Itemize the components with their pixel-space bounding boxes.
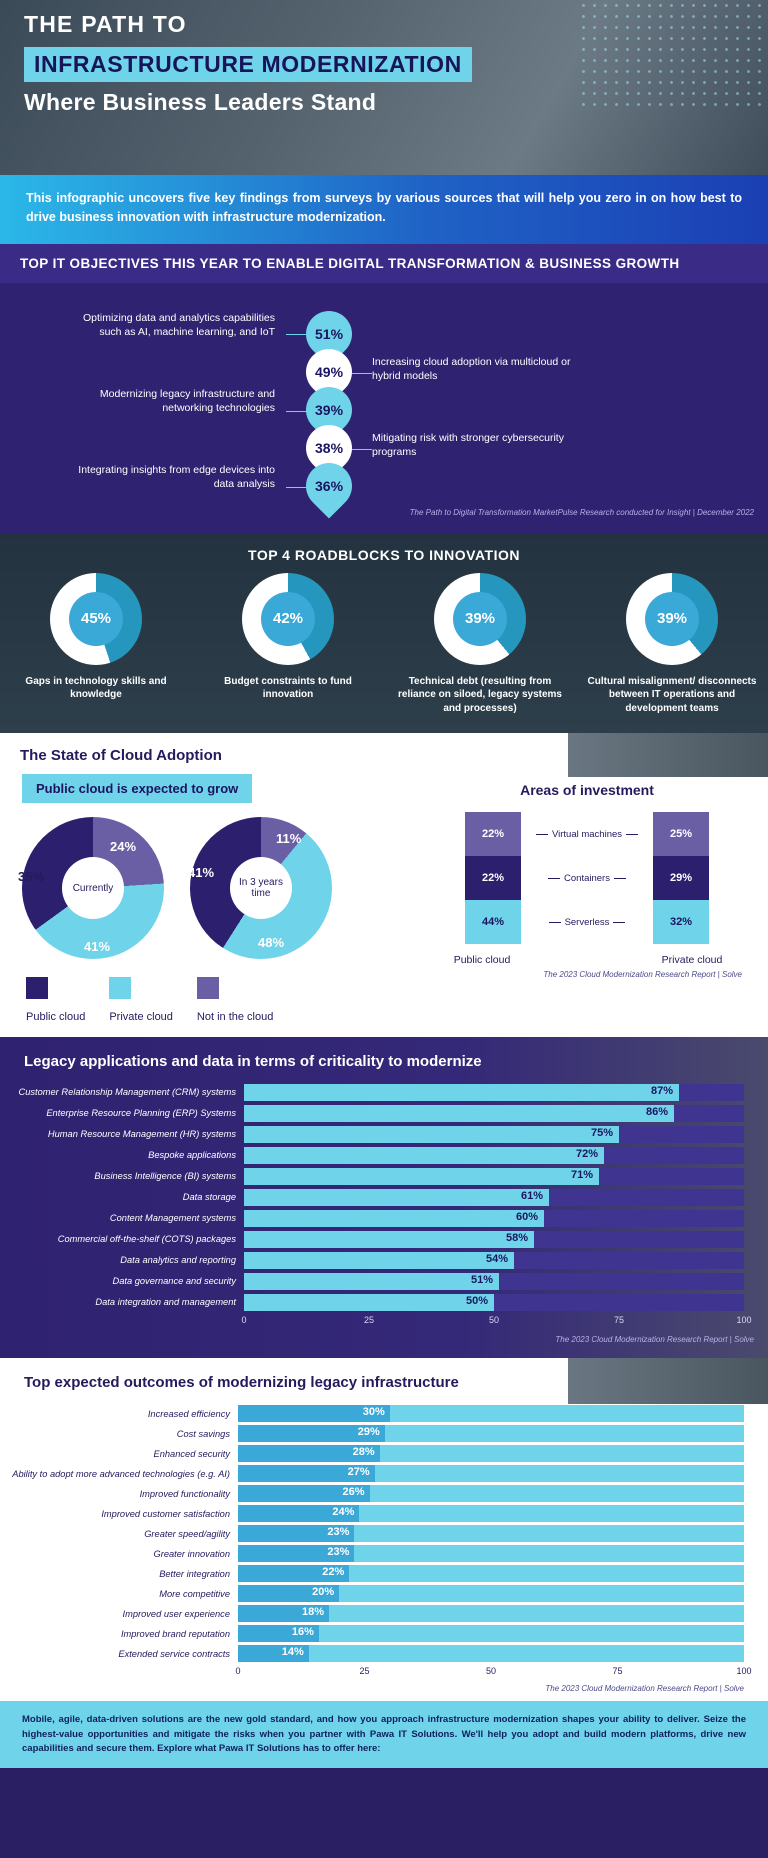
objective-pin-2: 49% (296, 339, 361, 404)
connector-line (352, 373, 372, 374)
roadblocks-title: TOP 4 ROADBLOCKS TO INNOVATION (248, 546, 520, 563)
legacy-row (0, 1189, 768, 1206)
legacy-label: Enterprise Resource Planning (ERP) Systems (46, 1108, 236, 1119)
outcome-value: 28% (352, 1446, 375, 1459)
legacy-value: 54% (485, 1253, 508, 1266)
cloud-left-column (16, 774, 416, 1029)
objective-label-3: Modernizing legacy infrastructure and networking technologies (99, 387, 275, 414)
outcome-row (0, 1425, 768, 1442)
legacy-row (0, 1231, 768, 1248)
legacy-row (0, 1126, 768, 1143)
outcome-row (0, 1545, 768, 1562)
invest-col-public: Public cloud (453, 954, 511, 967)
outcome-row (0, 1465, 768, 1482)
investment-title: Areas of investment (520, 782, 654, 799)
axis-tick: 0 (235, 1666, 241, 1677)
legacy-value: 51% (470, 1274, 493, 1287)
roadblock-item (0, 573, 192, 716)
outcome-row (0, 1525, 768, 1542)
legend-label-public: Public cloud (26, 1011, 86, 1024)
roadblock-label-4: Cultural misalignment/ disconnects between IT operations and development teams (587, 675, 757, 714)
legacy-row (0, 1252, 768, 1269)
roadblock-value-3: 39% (453, 592, 507, 646)
legacy-label: Commercial off-the-shelf (COTS) packages (57, 1234, 236, 1245)
legacy-row (0, 1210, 768, 1227)
axis-tick: 25 (363, 1315, 375, 1326)
legacy-row (0, 1294, 768, 1311)
legacy-label: Data integration and management (95, 1297, 236, 1308)
outcome-row (0, 1645, 768, 1662)
outcome-label: Improved user experience (122, 1608, 230, 1619)
outcome-value: 27% (347, 1466, 370, 1479)
pie-currently-public: 35% (18, 869, 45, 885)
invest-label-containers: Containers (564, 872, 610, 884)
cloud-title: The State of Cloud Adoption (20, 747, 222, 765)
legacy-label: Human Resource Management (HR) systems (47, 1129, 236, 1140)
invest-public-containers: 22% (465, 856, 521, 900)
objective-label-5: Integrating insights from edge devices into data analysis (78, 463, 275, 490)
outcome-label: Better integration (159, 1568, 230, 1579)
pie-future (190, 817, 340, 959)
legend-label-private: Private cloud (109, 1011, 173, 1024)
outcome-row (0, 1405, 768, 1422)
outcome-row (0, 1605, 768, 1622)
objective-pin-3: 39% (296, 377, 361, 442)
legacy-label: Business Intelligence (BI) systems (94, 1171, 236, 1182)
objective-label-2: Increasing cloud adoption via multicloud or hybrid models (372, 355, 571, 382)
roadblock-item (576, 573, 768, 716)
pie-future-private: 48% (258, 935, 285, 951)
legacy-row (0, 1273, 768, 1290)
roadblocks-section (0, 533, 768, 734)
axis-tick: 100 (736, 1666, 752, 1677)
outcome-row (0, 1625, 768, 1642)
pie-future-public: 41% (188, 865, 215, 881)
invest-label-vm: Virtual machines (551, 828, 623, 840)
header-decoration (568, 1358, 768, 1404)
objective-label-4: Mitigating risk with stronger cybersecurity programs (372, 431, 564, 458)
footer-cta: Mobile, agile, data-driven solutions are the new gold standard, and how you approach infrastructure modernization shapes your ability to deliver. Seize the highest-value opportunities and mitigate the risks when you partner with Pawa IT Solutions. We'll help you adopt and build modern platforms, drive new capabilities and secure them. Explore what Pawa IT Solutions has to offer here: (0, 1701, 768, 1768)
legacy-row (0, 1147, 768, 1164)
investment-row-labels (521, 812, 653, 944)
invest-public-serverless: 44% (465, 900, 521, 944)
objective-pin-1: 51% (296, 301, 361, 366)
legacy-value: 87% (650, 1085, 673, 1098)
legend-swatch-public (26, 977, 48, 999)
roadblock-label-1: Gaps in technology skills and knowledge (25, 675, 167, 701)
legacy-label: Bespoke applications (148, 1150, 236, 1161)
axis-tick: 50 (488, 1315, 500, 1326)
outcome-label: Ability to adopt more advanced technologies (e.g. AI) (12, 1468, 230, 1479)
invest-public-vm: 22% (465, 812, 521, 856)
roadblock-label-2: Budget constraints to fund innovation (224, 675, 352, 701)
outcome-label: Enhanced security (153, 1448, 230, 1459)
pie-future-center: In 3 years time (230, 857, 292, 919)
outcomes-title: Top expected outcomes of modernizing legacy infrastructure (24, 1374, 459, 1392)
legacy-label: Customer Relationship Management (CRM) systems (18, 1087, 236, 1098)
outcome-value: 24% (332, 1506, 355, 1519)
legend-swatch-private (109, 977, 131, 999)
roadblock-value-1: 45% (69, 592, 123, 646)
axis-tick: 75 (612, 1666, 623, 1677)
outcome-value: 30% (362, 1406, 385, 1419)
legacy-value: 60% (515, 1211, 538, 1224)
cloud-adoption-section (0, 733, 768, 1037)
invest-private-serverless: 32% (653, 900, 709, 944)
objective-pin-5: 36% (296, 453, 361, 518)
legacy-title: Legacy applications and data in terms of criticality to modernize (24, 1053, 482, 1071)
outcome-value: 18% (302, 1606, 325, 1619)
objectives-source: The Path to Digital Transformation MarketPulse Research conducted for Insight | December 2022 (409, 507, 754, 517)
outcome-label: Cost savings (176, 1428, 230, 1439)
outcome-label: Greater speed/agility (144, 1528, 230, 1539)
roadblock-item (192, 573, 384, 716)
roadblock-label-3: Technical debt (resulting from reliance on siloed, legacy systems and processes) (398, 675, 562, 714)
legacy-label: Data analytics and reporting (120, 1255, 236, 1266)
investment-block (416, 774, 752, 1029)
roadblock-donut-1 (50, 573, 142, 665)
outcomes-source: The 2023 Cloud Modernization Research Report | Solve (545, 1684, 744, 1694)
outcome-value: 20% (312, 1586, 335, 1599)
outcome-label: Extended service contracts (118, 1648, 230, 1659)
legacy-value: 72% (575, 1148, 598, 1161)
header-decoration (568, 733, 768, 777)
hero-section (0, 0, 768, 175)
pie-currently-not: 24% (110, 839, 137, 855)
outcome-label: Improved customer satisfaction (101, 1508, 230, 1519)
roadblock-value-2: 42% (261, 592, 315, 646)
legacy-label: Content Management systems (109, 1213, 236, 1224)
outcome-row (0, 1505, 768, 1522)
outcomes-section (0, 1358, 768, 1701)
objectives-chart (0, 287, 768, 502)
legacy-row (0, 1168, 768, 1185)
outcome-label: Increased efficiency (147, 1408, 230, 1419)
legacy-value: 71% (570, 1169, 593, 1182)
outcome-row (0, 1565, 768, 1582)
outcome-label: Improved functionality (139, 1488, 230, 1499)
axis-tick: 25 (359, 1666, 370, 1677)
roadblock-value-4: 39% (645, 592, 699, 646)
outcome-label: Greater innovation (153, 1548, 230, 1559)
intro-paragraph: This infographic uncovers five key findings from surveys by various sources that will help you zero in on how best to drive business innovation with infrastructure modernization. (0, 175, 768, 244)
legacy-row (0, 1084, 768, 1101)
roadblock-donut-3 (434, 573, 526, 665)
legend-item-private (109, 977, 173, 1025)
outcome-value: 26% (342, 1486, 365, 1499)
pie-currently (18, 817, 172, 959)
invest-label-serverless: Serverless (564, 916, 610, 928)
connector-line (352, 449, 372, 450)
outcome-row (0, 1485, 768, 1502)
axis-tick: 50 (485, 1666, 497, 1677)
objective-label-1: Optimizing data and analytics capabilities such as AI, machine learning, and IoT (82, 311, 275, 338)
roadblock-donut-2 (242, 573, 334, 665)
axis-tick: 0 (241, 1315, 247, 1326)
legacy-source: The 2023 Cloud Modernization Research Report | Solve (555, 1335, 754, 1345)
roadblock-donut-4 (626, 573, 718, 665)
outcome-row (0, 1445, 768, 1462)
outcome-value: 29% (357, 1426, 380, 1439)
axis-tick: 75 (613, 1315, 625, 1326)
legacy-value: 86% (645, 1106, 668, 1119)
outcome-label: More competitive (159, 1588, 230, 1599)
outcome-value: 22% (322, 1566, 345, 1579)
objective-pin-4: 38% (296, 415, 361, 480)
objectives-title: TOP IT OBJECTIVES THIS YEAR TO ENABLE DIGITAL TRANSFORMATION & BUSINESS GROWTH (0, 244, 768, 283)
outcome-value: 23% (327, 1546, 350, 1559)
cloud-legend (16, 959, 416, 1029)
investment-stack-private (653, 812, 709, 944)
investment-stack-public (465, 812, 521, 944)
hero-line-2: INFRASTRUCTURE MODERNIZATION (24, 47, 472, 82)
pie-currently-center: Currently (62, 857, 124, 919)
outcome-label: Improved brand reputation (120, 1628, 230, 1639)
cloud-source: The 2023 Cloud Modernization Research Report | Solve (543, 970, 742, 980)
roadblock-item (384, 573, 576, 716)
hero-line-3: Where Business Leaders Stand (24, 88, 377, 115)
invest-private-containers: 29% (653, 856, 709, 900)
axis-tick: 100 (736, 1315, 752, 1326)
outcomes-axis (235, 1666, 752, 1680)
pie-future-not: 11% (276, 831, 302, 847)
cloud-pill-label: Public cloud is expected to grow (22, 774, 252, 803)
objectives-section (0, 244, 768, 533)
outcome-row (0, 1585, 768, 1602)
legacy-value: 50% (465, 1295, 488, 1308)
legacy-label: Data storage (182, 1192, 236, 1203)
legacy-value: 61% (520, 1190, 543, 1203)
legend-item-not (197, 977, 273, 1025)
outcome-value: 16% (291, 1626, 314, 1639)
legend-label-not: Not in the cloud (196, 1011, 274, 1024)
hero-text-block (24, 10, 472, 116)
legacy-section (0, 1037, 768, 1358)
legend-swatch-not (197, 977, 219, 999)
invest-col-private: Private cloud (661, 954, 723, 967)
legacy-label: Data governance and security (112, 1276, 236, 1287)
legacy-row (0, 1105, 768, 1122)
legend-item-public (26, 977, 85, 1025)
legacy-value: 75% (590, 1127, 613, 1140)
legacy-value: 58% (505, 1232, 528, 1245)
outcome-value: 14% (281, 1646, 304, 1659)
dot-pattern-decoration (578, 0, 768, 110)
legacy-axis (241, 1315, 752, 1329)
hero-line-1: THE PATH TO (24, 11, 187, 37)
outcome-value: 23% (327, 1526, 350, 1539)
invest-private-vm: 25% (653, 812, 709, 856)
pie-currently-private: 41% (84, 939, 111, 955)
